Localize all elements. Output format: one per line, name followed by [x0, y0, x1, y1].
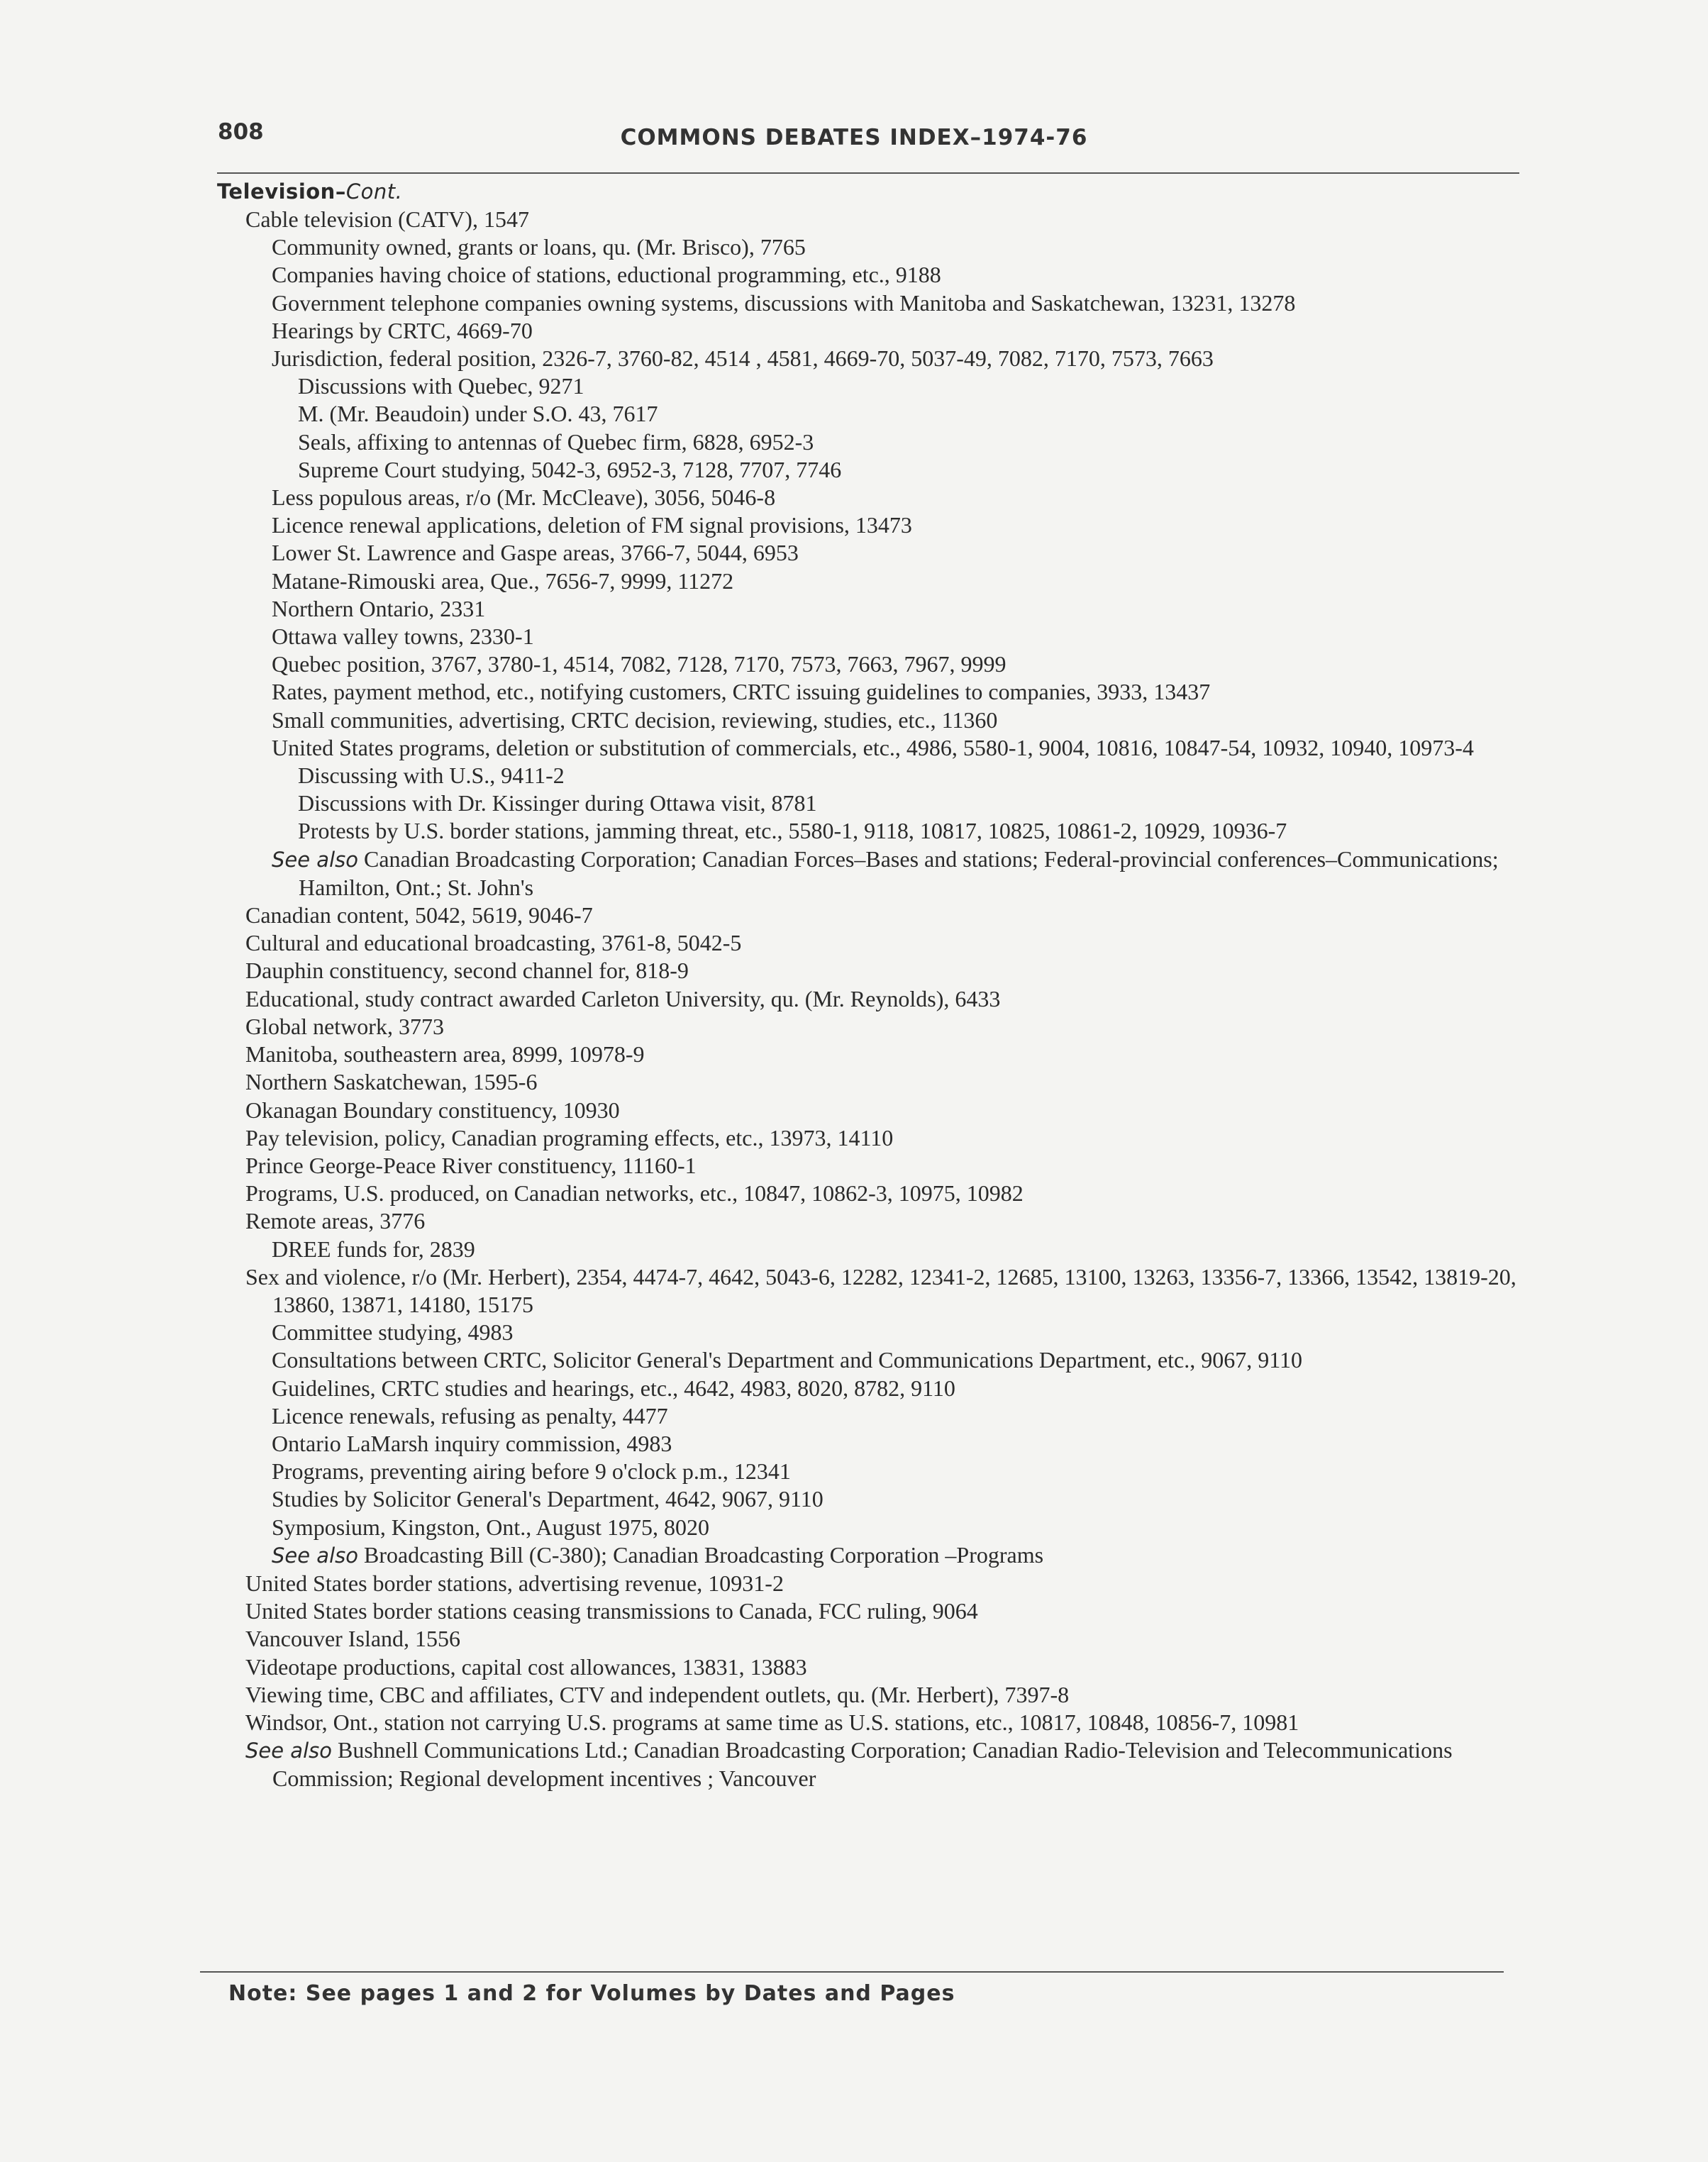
entry-text: Committee studying, 4983	[272, 1319, 514, 1346]
index-entry	[217, 1653, 1528, 1681]
entry-text: DREE funds for, 2839	[272, 1236, 475, 1262]
index-entry	[217, 1180, 1528, 1207]
entry-text: Sex and violence, r/o (Mr. Herbert), 2354, 4474-7, 4642, 5043-6, 12282, 12341-2, 12685, 13100, 13263, 13356-7, 13366, 13542, 13819-20, 13860, 13871, 14180, 15175	[245, 1263, 1516, 1317]
index-entry	[217, 1736, 1528, 1792]
entry-text: Educational, study contract awarded Carleton University, qu. (Mr. Reynolds), 6433	[245, 985, 1001, 1011]
index-entry	[217, 317, 1528, 345]
entry-text: Studies by Solicitor General's Department, 4642, 9067, 9110	[272, 1486, 824, 1512]
index-entry	[217, 957, 1528, 985]
entry-text: Global network, 3773	[245, 1013, 444, 1039]
index-entry	[217, 985, 1528, 1013]
index-entry	[217, 1514, 1528, 1541]
entry-text: Discussions with Dr. Kissinger during Ottawa visit, 8781	[298, 790, 817, 816]
entry-text: Videotape productions, capital cost allowances, 13831, 13883	[245, 1653, 807, 1680]
index-entry	[217, 484, 1528, 511]
entry-text: Pay television, policy, Canadian programing effects, etc., 13973, 14110	[245, 1124, 894, 1151]
index-entry	[217, 846, 1528, 902]
entry-text: Small communities, advertising, CRTC decision, reviewing, studies, etc., 11360	[272, 706, 998, 733]
entry-text: Ottawa valley towns, 2330-1	[272, 623, 534, 650]
index-entry	[217, 456, 1528, 484]
index-entry	[217, 1625, 1528, 1653]
entry-text: United States border stations ceasing transmissions to Canada, FCC ruling, 9064	[245, 1598, 978, 1624]
entry-text: Canadian Broadcasting Corporation; Canadian Forces–Bases and stations; Federal-provincial conferences–Communications; Hamilton, Ont.; St. John's	[299, 846, 1499, 900]
running-head: COMMONS DEBATES INDEX–1974-76	[620, 125, 1088, 150]
index-entry	[217, 817, 1528, 845]
entry-text: Jurisdiction, federal position, 2326-7, 3760-82, 4514 , 4581, 4669-70, 5037-49, 7082, 7170, 7573, 7663	[272, 345, 1214, 372]
header-rule	[217, 172, 1519, 174]
entry-text: Programs, preventing airing before 9 o'clock p.m., 12341	[272, 1458, 791, 1485]
entry-text: Supreme Court studying, 5042-3, 6952-3, 7128, 7707, 7746	[298, 456, 842, 482]
entry-text: Consultations between CRTC, Solicitor General's Department and Communications Department, etc., 9067, 9110	[272, 1347, 1303, 1373]
see-also-label: See also	[272, 1543, 358, 1568]
index-entry	[217, 1597, 1528, 1625]
index-entry	[217, 233, 1528, 261]
index-entry	[217, 595, 1528, 623]
index-entry	[217, 1041, 1528, 1068]
index-entry	[217, 1207, 1528, 1235]
entry-text: Lower St. Lawrence and Gaspe areas, 3766-7, 5044, 6953	[272, 540, 799, 566]
entry-text: Prince George-Peace River constituency, 11160-1	[245, 1152, 697, 1178]
entry-text: Okanagan Boundary constituency, 10930	[245, 1097, 620, 1123]
index-entries	[217, 206, 1522, 1793]
footer-rule	[200, 1971, 1504, 1973]
heading-cont: Cont.	[345, 179, 403, 204]
index-entry	[217, 1152, 1528, 1180]
entry-text: Licence renewals, refusing as penalty, 4477	[272, 1402, 668, 1429]
index-entry	[217, 1263, 1528, 1319]
entry-text: Quebec position, 3767, 3780-1, 4514, 7082, 7128, 7170, 7573, 7663, 7967, 9999	[272, 651, 1006, 677]
entry-text: Less populous areas, r/o (Mr. McCleave), 3056, 5046-8	[272, 484, 776, 511]
entry-text: Hearings by CRTC, 4669-70	[272, 317, 533, 343]
index-entry	[217, 1236, 1528, 1263]
index-entry	[217, 1013, 1528, 1041]
entry-text: Viewing time, CBC and affiliates, CTV and independent outlets, qu. (Mr. Herbert), 7397-8	[245, 1681, 1070, 1707]
entry-text: Dauphin constituency, second channel for, 818-9	[245, 958, 689, 984]
entry-text: Broadcasting Bill (C-380); Canadian Broadcasting Corporation –Programs	[364, 1541, 1044, 1568]
entry-text: Guidelines, CRTC studies and hearings, etc., 4642, 4983, 8020, 8782, 9110	[272, 1375, 955, 1401]
index-entry	[217, 372, 1528, 400]
entry-text: Manitoba, southeastern area, 8999, 10978-9	[245, 1041, 645, 1068]
entry-text: Government telephone companies owning systems, discussions with Manitoba and Saskatchewan, 13231, 13278	[272, 289, 1296, 316]
index-entry	[217, 1068, 1528, 1096]
entry-text: Windsor, Ont., station not carrying U.S. programs at same time as U.S. stations, etc., 10817, 10848, 10856-7, 10981	[245, 1709, 1299, 1735]
footer-note: Note: See pages 1 and 2 for Volumes by Dates and Pages	[228, 1981, 955, 2006]
entry-text: Discussions with Quebec, 9271	[298, 373, 584, 399]
see-also-label: See also	[245, 1739, 332, 1763]
index-entry	[217, 1485, 1528, 1513]
entry-text: Protests by U.S. border stations, jamming threat, etc., 5580-1, 9118, 10817, 10825, 10861-2, 10929, 10936-7	[298, 818, 1287, 844]
index-entry	[217, 623, 1528, 650]
entry-text: Symposium, Kingston, Ont., August 1975, 8020	[272, 1514, 709, 1540]
index-entry	[217, 1541, 1528, 1570]
index-entry	[217, 345, 1528, 372]
entry-text: Seals, affixing to antennas of Quebec firm, 6828, 6952-3	[298, 428, 814, 455]
entry-text: Remote areas, 3776	[245, 1208, 426, 1234]
entry-text: Ontario LaMarsh inquiry commission, 4983	[272, 1430, 672, 1456]
page-number: 808	[218, 119, 264, 145]
entry-text: Cable television (CATV), 1547	[245, 206, 529, 232]
index-entry	[217, 1097, 1528, 1124]
index-entry	[217, 734, 1528, 762]
index-entry	[217, 539, 1528, 567]
entry-text: Rates, payment method, etc., notifying customers, CRTC issuing guidelines to companies, 3933, 13437	[272, 679, 1211, 705]
index-entry	[217, 929, 1528, 957]
index-body	[217, 177, 1522, 1793]
entry-text: Northern Saskatchewan, 1595-6	[245, 1069, 538, 1095]
index-entry	[217, 1681, 1528, 1709]
index-entry	[217, 567, 1528, 595]
entry-text: United States border stations, advertising revenue, 10931-2	[245, 1570, 784, 1596]
index-entry	[217, 400, 1528, 428]
index-entry	[217, 511, 1528, 539]
see-also-label: See also	[272, 847, 358, 872]
index-entry	[217, 650, 1528, 678]
index-entry	[217, 1430, 1528, 1458]
index-entry	[217, 706, 1528, 734]
index-entry	[217, 1346, 1528, 1374]
index-entry	[217, 1709, 1528, 1736]
index-entry	[217, 1570, 1528, 1597]
entry-text: M. (Mr. Beaudoin) under S.O. 43, 7617	[298, 401, 658, 427]
entry-text: United States programs, deletion or substitution of commercials, etc., 4986, 5580-1, 9004, 10816, 10847-54, 10932, 10940, 10973-4	[272, 734, 1474, 760]
index-entry	[217, 1124, 1528, 1152]
entry-text: Companies having choice of stations, eductional programming, etc., 9188	[272, 262, 941, 288]
index-entry	[217, 1402, 1528, 1430]
index-entry	[217, 789, 1528, 817]
index-entry	[217, 902, 1528, 929]
entry-text: Programs, U.S. produced, on Canadian networks, etc., 10847, 10862-3, 10975, 10982	[245, 1180, 1024, 1207]
index-entry	[217, 1319, 1528, 1346]
index-entry	[217, 1375, 1528, 1402]
entry-text: Licence renewal applications, deletion of FM signal provisions, 13473	[272, 512, 912, 538]
index-entry	[217, 206, 1528, 233]
entry-text: Cultural and educational broadcasting, 3761-8, 5042-5	[245, 930, 742, 956]
index-entry	[217, 1458, 1528, 1485]
entry-text: Vancouver Island, 1556	[245, 1626, 461, 1652]
entry-text: Matane-Rimouski area, Que., 7656-7, 9999, 11272	[272, 567, 734, 594]
entry-text: Northern Ontario, 2331	[272, 595, 486, 621]
index-entry	[217, 289, 1528, 317]
heading-title: Television–	[217, 179, 346, 204]
entry-text: Discussing with U.S., 9411-2	[298, 763, 565, 789]
index-heading	[217, 177, 1522, 206]
entry-text: Bushnell Communications Ltd.; Canadian Broadcasting Corporation; Canadian Radio-Television and Telecommunications Commission; Regional development incentives ; Vancouver	[272, 1737, 1453, 1792]
index-entry	[217, 678, 1528, 706]
index-entry	[217, 428, 1528, 456]
index-entry	[217, 762, 1528, 789]
entry-text: Community owned, grants or loans, qu. (Mr. Brisco), 7765	[272, 234, 806, 260]
index-entry	[217, 261, 1528, 289]
entry-text: Canadian content, 5042, 5619, 9046-7	[245, 902, 593, 928]
